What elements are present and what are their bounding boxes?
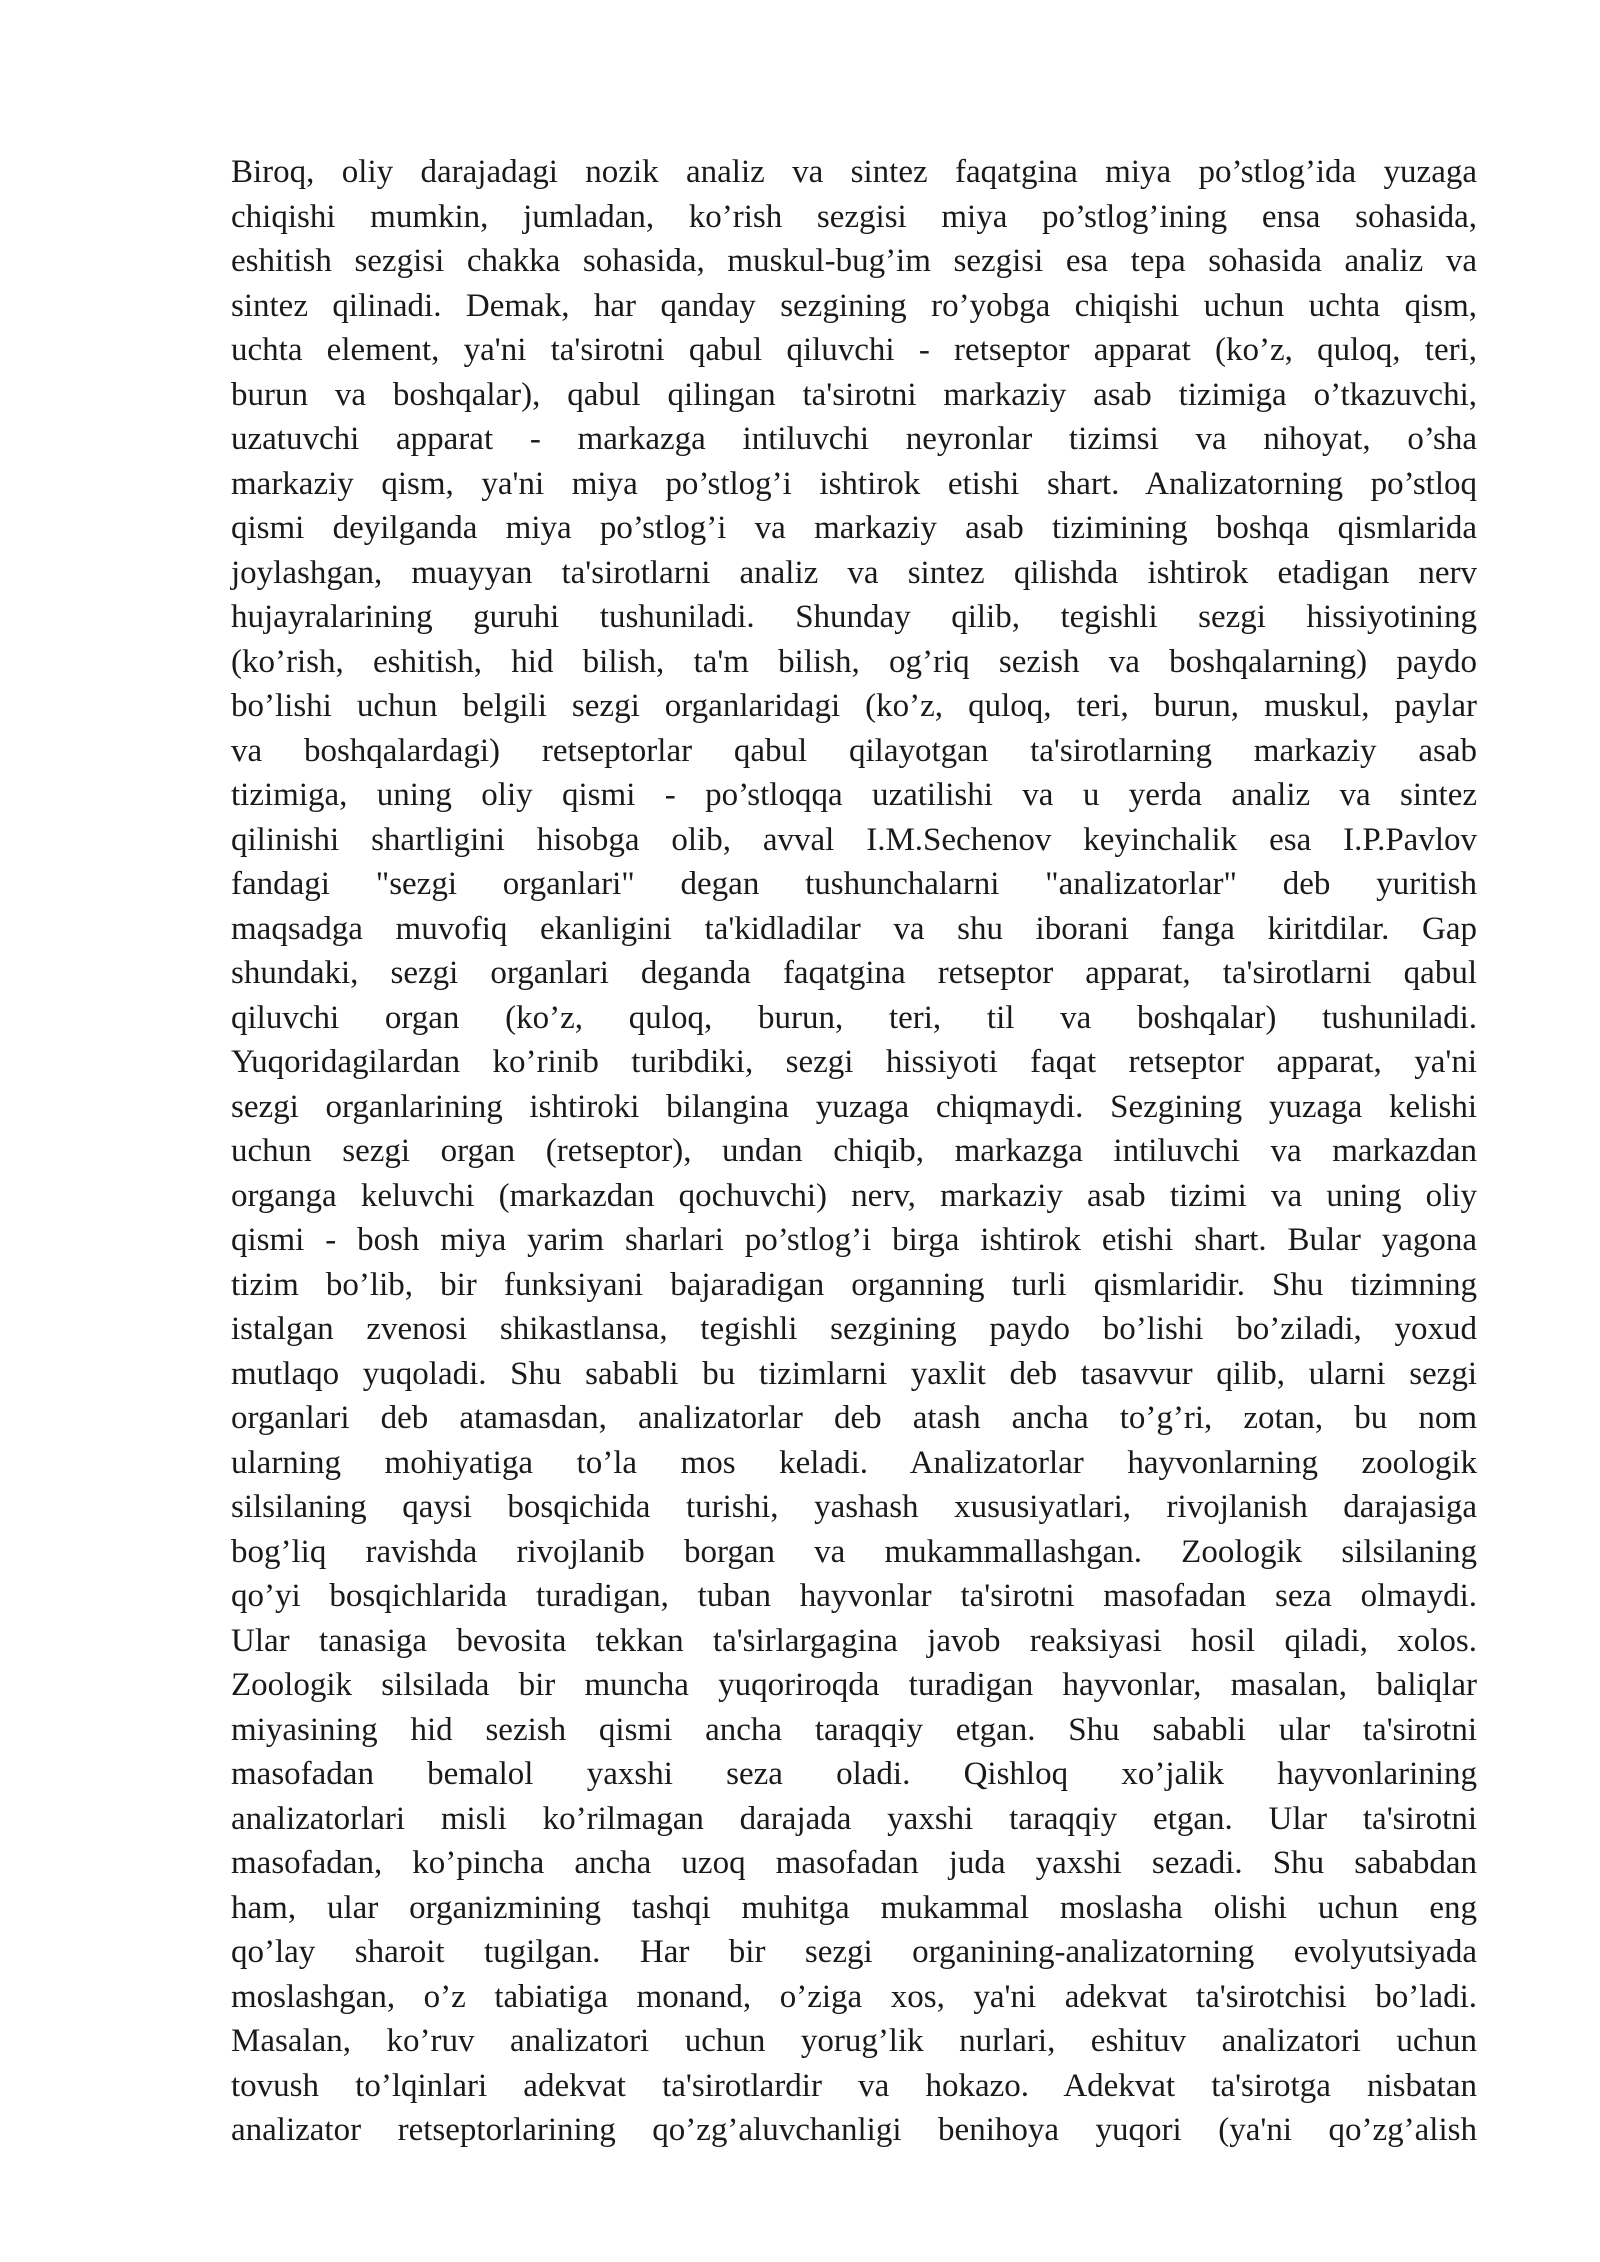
text-line: silsilaning qaysi bosqichida turishi, yashash xususiyatlari, rivojlanish darajasiga	[231, 1489, 1477, 1525]
text-line: Yuqoridagilardan ko’rinib turibdiki, sezgi hissiyoti faqat retseptor apparat, ya'ni	[231, 1044, 1477, 1080]
text-line: burun va boshqalar), qabul qilingan ta'sirotni markaziy asab tizimiga o’tkazuvchi,	[231, 376, 1477, 413]
text-line: organga keluvchi (markazdan qochuvchi) nerv, markaziy asab tizimi va uning oliy	[231, 1177, 1477, 1214]
text-line: miyasining hid sezish qismi ancha taraqqiy etgan. Shu sababli ular ta'sirotni	[231, 1711, 1477, 1748]
text-line: tizim bo’lib, bir funksiyani bajaradigan organning turli qismlaridir. Shu tizimning	[231, 1266, 1477, 1303]
text-line: uchun sezgi organ (retseptor), undan chiqib, markazga intiluvchi va markazdan	[231, 1133, 1477, 1169]
document-page	[231, 150, 1477, 2153]
text-line: hujayralarining guruhi tushuniladi. Shunday qilib, tegishli sezgi hissiyotining	[231, 599, 1477, 635]
text-line: uzatuvchi apparat - markazga intiluvchi neyronlar tizimsi va nihoyat, o’sha	[231, 421, 1477, 457]
text-line: bog’liq ravishda rivojlanib borgan va mukammallashgan. Zoologik silsilaning	[231, 1533, 1477, 1570]
text-line: qo’yi bosqichlarida turadigan, tuban hayvonlar ta'sirotni masofadan seza olmaydi.	[231, 1578, 1477, 1614]
text-line: organlari deb atamasdan, analizatorlar deb atash ancha to’g’ri, zotan, bu nom	[231, 1400, 1477, 1436]
text-line: masofadan, ko’pincha ancha uzoq masofadan juda yaxshi sezadi. Shu sababdan	[231, 1845, 1477, 1881]
text-line: qilinishi shartligini hisobga olib, avval I.M.Sechenov keyinchalik esa I.P.Pavlov	[231, 821, 1477, 858]
text-line: Ular tanasiga bevosita tekkan ta'sirlargagina javob reaksiyasi hosil qiladi, xolos.	[231, 1622, 1477, 1659]
text-line: shundaki, sezgi organlari deganda faqatgina retseptor apparat, ta'sirotlarni qabul	[231, 955, 1477, 991]
text-line: moslashgan, o’z tabiatiga monand, o’ziga xos, ya'ni adekvat ta'sirotchisi bo’ladi.	[231, 1978, 1477, 2015]
text-line: qo’lay sharoit tugilgan. Har bir sezgi organining-analizatorning evolyutsiyada	[231, 1934, 1477, 1970]
text-line: analizator retseptorlarining qo’zg’aluvchanligi benihoya yuqori (ya'ni qo’zg’alish	[231, 2112, 1477, 2148]
text-line: sezgi organlarining ishtiroki bilangina yuzaga chiqmaydi. Sezgining yuzaga kelishi	[231, 1088, 1477, 1125]
text-line: mutlaqo yuqoladi. Shu sababli bu tizimlarni yaxlit deb tasavvur qilib, ularni sezgi	[231, 1355, 1477, 1392]
text-line: va boshqalardagi) retseptorlar qabul qilayotgan ta'sirotlarning markaziy asab	[231, 732, 1477, 769]
text-line: qismi deyilganda miya po’stlog’i va markaziy asab tizimining boshqa qismlarida	[231, 510, 1477, 546]
text-line: (ko’rish, eshitish, hid bilish, ta'm bilish, og’riq sezish va boshqalarning) paydo	[231, 643, 1477, 680]
text-line: tizimiga, uning oliy qismi - po’stloqqa uzatilishi va u yerda analiz va sintez	[231, 777, 1477, 813]
text-line: markaziy qism, ya'ni miya po’stlog’i ishtirok etishi shart. Analizatorning po’stloq	[231, 465, 1477, 502]
text-line: Biroq, oliy darajadagi nozik analiz va sintez faqatgina miya po’stlog’ida yuzaga	[231, 154, 1477, 190]
text-line: sintez qilinadi. Demak, har qanday sezgining ro’yobga chiqishi uchun uchta qism,	[231, 287, 1477, 324]
text-line: masofadan bemalol yaxshi seza oladi. Qishloq xo’jalik hayvonlarining	[231, 1756, 1477, 1792]
text-line: joylashgan, muayyan ta'sirotlarni analiz va sintez qilishda ishtirok etadigan nerv	[231, 554, 1477, 591]
text-line: analizatorlari misli ko’rilmagan darajada yaxshi taraqqiy etgan. Ular ta'sirotni	[231, 1800, 1477, 1837]
text-line: tovush to’lqinlari adekvat ta'sirotlardir va hokazo. Adekvat ta'sirotga nisbatan	[231, 2067, 1477, 2104]
text-line: qiluvchi organ (ko’z, quloq, burun, teri, til va boshqalar) tushuniladi.	[231, 999, 1477, 1036]
text-line: fandagi "sezgi organlari" degan tushunchalarni "analizatorlar" deb yuritish	[231, 866, 1477, 902]
text-line: ham, ular organizmining tashqi muhitga mukammal moslasha olishi uchun eng	[231, 1889, 1477, 1926]
text-line: Zoologik silsilada bir muncha yuqoriroqda turadigan hayvonlar, masalan, baliqlar	[231, 1667, 1477, 1703]
text-line: istalgan zvenosi shikastlansa, tegishli sezgining paydo bo’lishi bo’ziladi, yoxud	[231, 1311, 1477, 1347]
text-line: bo’lishi uchun belgili sezgi organlaridagi (ko’z, quloq, teri, burun, muskul, paylar	[231, 688, 1477, 724]
text-line: ularning mohiyatiga to’la mos keladi. Analizatorlar hayvonlarning zoologik	[231, 1444, 1477, 1481]
text-line: maqsadga muvofiq ekanligini ta'kidladilar va shu iborani fanga kiritdilar. Gap	[231, 910, 1477, 947]
text-line: uchta element, ya'ni ta'sirotni qabul qiluvchi - retseptor apparat (ko’z, quloq, teri,	[231, 332, 1477, 368]
text-line: chiqishi mumkin, jumladan, ko’rish sezgisi miya po’stlog’ining ensa sohasida,	[231, 198, 1477, 235]
text-line: qismi - bosh miya yarim sharlari po’stlog’i birga ishtirok etishi shart. Bular yagona	[231, 1222, 1477, 1258]
text-line: Masalan, ko’ruv analizatori uchun yorug’lik nurlari, eshituv analizatori uchun	[231, 2023, 1477, 2059]
text-line: eshitish sezgisi chakka sohasida, muskul-bug’im sezgisi esa tepa sohasida analiz va	[231, 243, 1477, 279]
